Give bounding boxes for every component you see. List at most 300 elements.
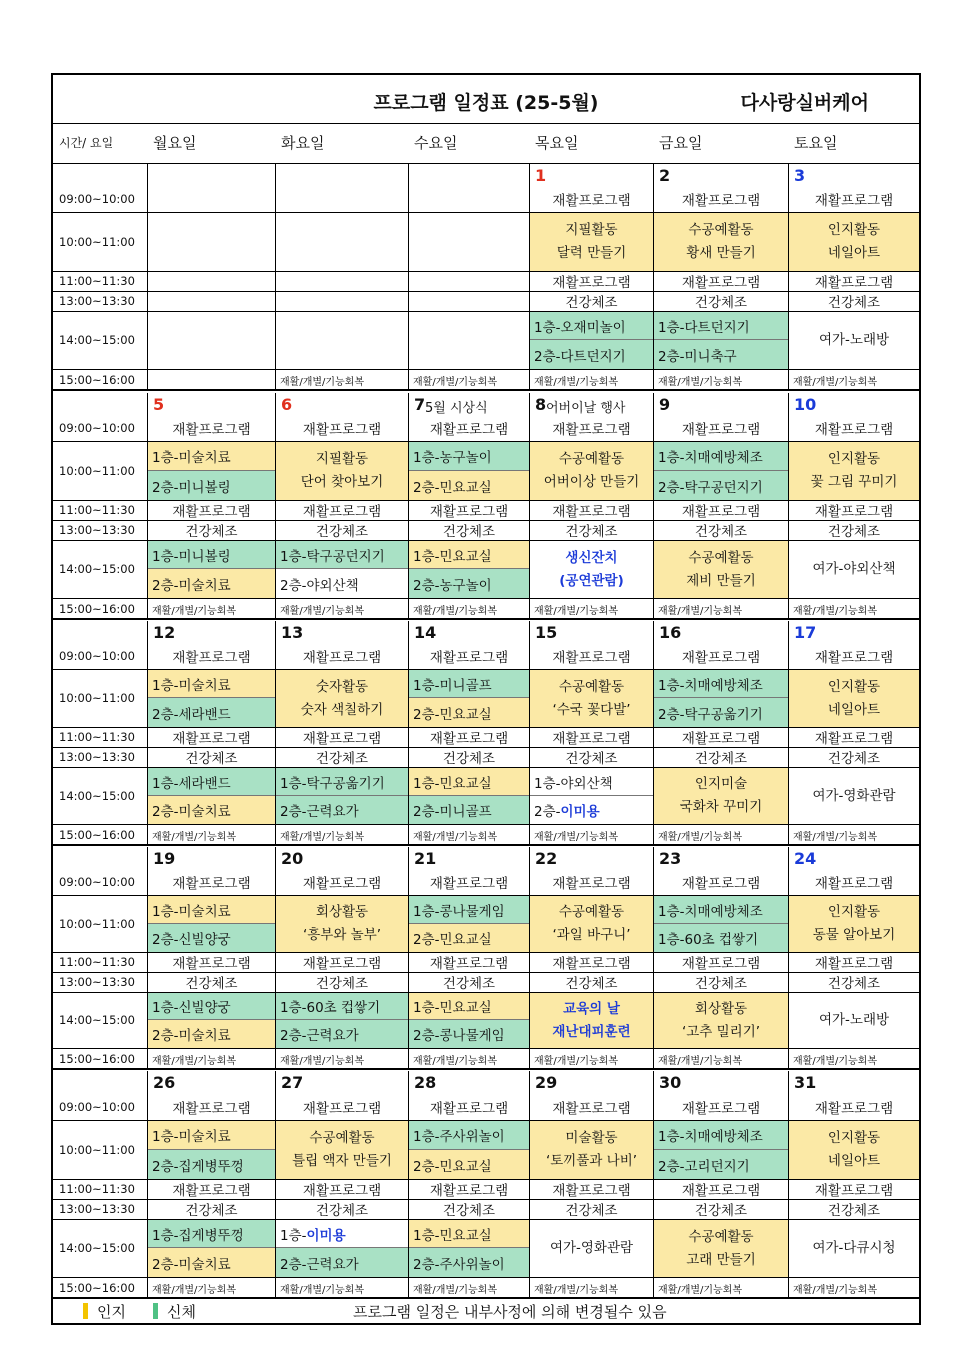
activity-label: ‘과일 바구니’	[552, 927, 631, 943]
functional-recovery: 재활/개별/기능회복	[534, 605, 619, 617]
activity-label: 1층-60초 컵쌓기	[658, 932, 759, 948]
day-number: 9	[659, 395, 671, 414]
rehab-program: 재활프로그램	[302, 876, 382, 892]
header-tuesday: 화요일	[281, 134, 325, 152]
activity-label: 2층-탁구공던지기	[658, 479, 763, 496]
time-label: 13:00~13:30	[59, 1202, 135, 1216]
activity-label: 2층-신빌양궁	[152, 932, 231, 948]
health-exercise: 건강체조	[185, 1203, 238, 1219]
header-saturday: 토요일	[794, 134, 838, 152]
activity-label: 1층-주사위놀이	[413, 1129, 505, 1145]
activity-label: 1층-치매예방체조	[658, 1129, 763, 1145]
activity-label: 수공예활동	[558, 904, 625, 921]
health-exercise: 건강체조	[827, 524, 881, 540]
health-exercise: 건강체조	[565, 524, 618, 540]
activity-slot	[530, 312, 653, 340]
physical-legend-swatch	[153, 1303, 158, 1319]
activity-slot	[148, 1248, 275, 1277]
rehab-program: 재활프로그램	[552, 956, 631, 972]
activity-label: 동물 알아보기	[812, 927, 896, 943]
rehab-program: 재활프로그램	[552, 1101, 631, 1117]
activity-slot	[409, 541, 529, 569]
rehab-program: 재활프로그램	[172, 1101, 251, 1117]
activity-label: 1층-다트던지기	[658, 319, 750, 336]
day-number: 10	[794, 395, 817, 414]
activity-slot	[530, 340, 653, 369]
activity-slot	[409, 1220, 529, 1248]
activity-label: 1층-신빌양궁	[152, 1000, 231, 1016]
activity-slot	[276, 796, 408, 824]
activity-label: 네일아트	[827, 701, 881, 718]
footer-note: 프로그램 일정은 내부사정에 의해 변경될수 있음	[353, 1303, 667, 1321]
activity-slot	[530, 541, 653, 598]
functional-recovery: 재활/개별/기능회복	[280, 1284, 365, 1296]
time-label: 09:00~10:00	[59, 649, 135, 663]
health-exercise: 건강체조	[185, 751, 238, 767]
day-number: 30	[659, 1073, 682, 1092]
activity-label: 인지활동	[827, 451, 881, 468]
activity-slot	[654, 213, 788, 271]
activity-label: ‘고추 밀리기’	[681, 1023, 761, 1040]
functional-recovery: 재활/개별/기능회복	[534, 1055, 619, 1067]
activity-slot	[409, 796, 529, 824]
activity-slot	[148, 924, 275, 952]
activity-label: (공연관람)	[559, 572, 624, 589]
activity-slot	[409, 896, 529, 924]
activity-label: 2층-미니볼링	[152, 479, 231, 496]
time-label: 11:00~11:30	[59, 1182, 135, 1196]
activity-slot	[409, 1248, 529, 1277]
time-label: 11:00~11:30	[59, 730, 135, 744]
rehab-program: 재활프로그램	[429, 956, 509, 972]
time-label: 10:00~11:00	[59, 1142, 135, 1157]
activity-label: 1층-민요교실	[413, 1000, 492, 1016]
day-number: 12	[153, 623, 176, 642]
activity-label: 인지미술	[694, 776, 748, 793]
activity-label: 2층-미니골프	[413, 804, 492, 820]
rehab-program: 재활프로그램	[681, 275, 761, 291]
day-number: 14	[414, 623, 437, 642]
time-label: 09:00~10:00	[59, 875, 135, 889]
rehab-program: 재활프로그램	[552, 1183, 631, 1199]
activity-label: 2층-다트던지기	[534, 348, 626, 365]
cognitive-legend-swatch	[83, 1303, 88, 1319]
day-event-note: 어버이날 행사	[546, 401, 626, 416]
time-label: 10:00~11:00	[59, 234, 135, 249]
week-block	[53, 393, 919, 620]
activity-label: 1층-미니볼링	[152, 548, 231, 565]
activity-label: 1층-미니골프	[413, 677, 492, 694]
functional-recovery: 재활/개별/기능회복	[280, 376, 365, 388]
activity-slot	[530, 768, 653, 796]
activity-label: ‘토끼풀과 나비’	[545, 1153, 638, 1169]
activity-label: 인지활동	[827, 1130, 881, 1147]
day-number: 7	[414, 395, 426, 414]
activity-slot	[530, 1220, 653, 1277]
weekday-header	[53, 124, 919, 164]
activity-slot	[789, 768, 919, 824]
health-exercise: 건강체조	[827, 1203, 881, 1219]
functional-recovery: 재활/개별/기능회복	[413, 1055, 498, 1067]
rehab-program: 재활프로그램	[429, 650, 509, 666]
activity-slot	[276, 1220, 408, 1248]
day-event-note: 5월 시상식	[425, 401, 488, 416]
activity-label: 1층-탁구공던지기	[280, 548, 385, 565]
activity-label: 1층-탁구공옮기기	[280, 775, 385, 792]
activity-slot	[654, 698, 788, 727]
time-label: 11:00~11:30	[59, 955, 135, 969]
rehab-program: 재활프로그램	[552, 193, 631, 209]
cognitive-legend-label: 인지	[97, 1303, 126, 1321]
rehab-program: 재활프로그램	[302, 1183, 382, 1199]
activity-slot	[276, 896, 408, 952]
day-number: 16	[659, 623, 682, 642]
activity-slot	[148, 569, 275, 598]
activity-slot	[789, 896, 919, 952]
activity-slot	[409, 442, 529, 471]
activity-slot	[654, 1220, 788, 1277]
rehab-program: 재활프로그램	[681, 1101, 761, 1117]
rehab-program: 재활프로그램	[302, 1101, 382, 1117]
activity-label: 2층-야외산책	[280, 577, 359, 594]
rehab-program: 재활프로그램	[814, 504, 894, 520]
activity-slot	[148, 768, 275, 796]
time-label: 10:00~11:00	[59, 691, 135, 705]
time-label: 15:00~16:00	[59, 1281, 135, 1295]
day-number: 15	[535, 623, 558, 642]
rehab-program: 재활프로그램	[429, 422, 509, 438]
activity-slot	[789, 993, 919, 1048]
day-number: 31	[794, 1073, 817, 1092]
time-label: 10:00~11:00	[59, 463, 135, 478]
activity-label: 1층-민요교실	[413, 548, 492, 565]
activity-slot	[148, 1220, 275, 1248]
day-number: 29	[535, 1073, 558, 1092]
activity-slot	[148, 896, 275, 924]
activity-label: 달력 만들기	[556, 245, 627, 261]
activity-slot	[530, 896, 653, 952]
time-label: 11:00~11:30	[59, 274, 135, 288]
activity-label: 교육의 날	[563, 1000, 620, 1017]
activity-slot	[409, 924, 529, 952]
activity-slot	[276, 993, 408, 1020]
activity-label: 2층-세라밴드	[152, 706, 231, 723]
activity-label: 인지활동	[827, 678, 881, 695]
activity-label: 1층-세라밴드	[152, 775, 231, 792]
activity-slot	[148, 471, 275, 500]
activity-label: 2층-미술치료	[152, 577, 231, 594]
activity-label: 수공예활동	[309, 1130, 375, 1147]
activity-slot	[148, 541, 275, 569]
activity-label: 2층-민요교실	[413, 1158, 492, 1175]
health-exercise: 건강체조	[694, 976, 748, 992]
activity-slot	[148, 1020, 275, 1048]
rehab-program: 재활프로그램	[172, 650, 251, 666]
activity-label: 생신잔치	[565, 549, 618, 566]
activity-slot	[789, 312, 919, 369]
activity-label: 1층-치매예방체조	[658, 677, 763, 694]
activity-slot	[276, 1020, 408, 1048]
activity-label: 1층-민요교실	[413, 1227, 492, 1244]
schedule-sheet	[51, 73, 921, 1325]
functional-recovery: 재활/개별/기능회복	[280, 831, 365, 843]
activity-label: 회상활동	[694, 1000, 748, 1017]
week-block	[53, 1071, 919, 1299]
activity-slot	[789, 1121, 919, 1179]
activity-label: 2층-근력요가	[280, 1256, 359, 1273]
rehab-program: 재활프로그램	[172, 1183, 251, 1199]
activity-label: 인지활동	[827, 222, 881, 239]
health-exercise: 건강체조	[694, 295, 748, 311]
activity-label: 1층-미술치료	[152, 450, 231, 466]
activity-slot	[654, 541, 788, 598]
column-divider	[408, 164, 409, 389]
time-label: 13:00~13:30	[59, 750, 135, 764]
activity-label: 1층-	[280, 1227, 307, 1244]
functional-recovery: 재활/개별/기능회복	[534, 1284, 619, 1296]
activity-slot	[409, 1150, 529, 1179]
health-exercise: 건강체조	[315, 524, 369, 540]
activity-slot	[276, 541, 408, 569]
activity-slot	[276, 442, 408, 500]
health-exercise: 건강체조	[827, 751, 881, 767]
rehab-program: 재활프로그램	[429, 504, 509, 520]
activity-label: 2층-콩나물게임	[413, 1028, 505, 1044]
day-number: 3	[794, 166, 806, 185]
activity-label: 2층-민요교실	[413, 932, 492, 948]
activity-slot	[409, 471, 529, 500]
header-time: 시간/ 요일	[59, 136, 114, 150]
activity-label: 2층-	[534, 804, 561, 820]
activity-slot	[530, 796, 653, 824]
activity-slot	[530, 670, 653, 727]
activity-label: 제비 만들기	[686, 572, 756, 589]
health-exercise: 건강체조	[694, 751, 748, 767]
time-label: 09:00~10:00	[59, 421, 135, 435]
day-number: 27	[281, 1073, 304, 1092]
activity-label: 1층-오재미놀이	[534, 319, 626, 336]
time-label: 15:00~16:00	[59, 602, 135, 616]
rehab-program: 재활프로그램	[552, 275, 631, 291]
activity-label: 수공예활동	[688, 549, 754, 566]
time-label: 14:00~15:00	[59, 1013, 135, 1027]
footer	[53, 1299, 919, 1323]
rehab-program: 재활프로그램	[172, 504, 251, 520]
rehab-program: 재활프로그램	[429, 876, 509, 892]
rehab-program: 재활프로그램	[681, 956, 761, 972]
activity-label: 1층-민요교실	[413, 775, 492, 792]
activity-label: 2층-미술치료	[152, 804, 231, 820]
activity-slot	[654, 1150, 788, 1179]
activity-slot	[789, 541, 919, 598]
functional-recovery: 재활/개별/기능회복	[534, 831, 619, 843]
rehab-program: 재활프로그램	[681, 876, 761, 892]
functional-recovery: 재활/개별/기능회복	[658, 831, 743, 843]
day-number: 23	[659, 849, 682, 868]
activity-label: 1층-미술치료	[152, 903, 231, 920]
rehab-program: 재활프로그램	[302, 956, 382, 972]
activity-label: 수공예활동	[558, 678, 625, 695]
day-number: 2	[659, 166, 671, 185]
functional-recovery: 재활/개별/기능회복	[658, 1055, 743, 1067]
activity-label: 1층-치매예방체조	[658, 450, 763, 466]
week-block	[53, 164, 919, 391]
day-number: 1	[535, 166, 547, 185]
time-label: 09:00~10:00	[59, 1100, 135, 1114]
time-label: 13:00~13:30	[59, 523, 135, 537]
activity-label: 여가-영화관람	[549, 1240, 634, 1257]
time-label: 15:00~16:00	[59, 1052, 135, 1066]
day-number: 8	[535, 395, 547, 414]
time-label: 10:00~11:00	[59, 916, 135, 931]
activity-label: 2층-미술치료	[152, 1028, 231, 1044]
activity-slot	[148, 670, 275, 698]
day-number: 26	[153, 1073, 176, 1092]
activity-label: 2층-집게병뚜껑	[152, 1158, 244, 1175]
rehab-program: 재활프로그램	[172, 731, 251, 747]
activity-label: 네일아트	[827, 245, 881, 261]
rehab-program: 재활프로그램	[681, 504, 761, 520]
health-exercise: 건강체조	[442, 751, 496, 767]
rehab-program: 재활프로그램	[814, 956, 894, 972]
functional-recovery: 재활/개별/기능회복	[534, 376, 619, 388]
health-exercise: 건강체조	[827, 976, 881, 992]
activity-label: 2층-민요교실	[413, 479, 492, 496]
time-label: 14:00~15:00	[59, 788, 135, 803]
activity-slot	[276, 670, 408, 727]
rehab-program: 재활프로그램	[302, 731, 382, 747]
activity-label: 재난대피훈련	[552, 1023, 631, 1040]
activity-slot	[148, 1121, 275, 1150]
day-number: 20	[281, 849, 304, 868]
rehab-program: 재활프로그램	[302, 504, 382, 520]
column-divider	[147, 164, 148, 389]
rehab-program: 재활프로그램	[814, 731, 894, 747]
activity-label: 수공예활동	[558, 451, 625, 468]
activity-label: 틀립 액자 만들기	[292, 1153, 392, 1169]
activity-label: 2층-근력요가	[280, 804, 359, 820]
activity-slot	[148, 993, 275, 1020]
day-number: 17	[794, 623, 817, 642]
time-label: 13:00~13:30	[59, 294, 135, 308]
activity-slot	[409, 569, 529, 598]
health-exercise: 건강체조	[694, 1203, 748, 1219]
rehab-program: 재활프로그램	[172, 956, 251, 972]
time-label: 15:00~16:00	[59, 373, 135, 387]
activity-slot	[148, 796, 275, 824]
week-block	[53, 847, 919, 1070]
activity-label: 1층-미술치료	[152, 1129, 231, 1145]
functional-recovery: 재활/개별/기능회복	[413, 376, 498, 388]
activity-slot	[148, 442, 275, 471]
rehab-program: 재활프로그램	[681, 193, 761, 209]
activity-label: 1층-60초 컵쌓기	[280, 1000, 381, 1016]
activity-label: 2층-미술치료	[152, 1256, 231, 1273]
header-monday: 월요일	[153, 134, 197, 152]
organization-name: 다사랑실버케어	[740, 92, 869, 114]
health-exercise: 건강체조	[565, 976, 618, 992]
health-exercise: 건강체조	[185, 976, 238, 992]
health-exercise: 건강체조	[565, 751, 618, 767]
activity-slot	[654, 442, 788, 471]
activity-label: 여가-다큐시청	[812, 1240, 896, 1257]
activity-slot	[654, 924, 788, 952]
header-thursday: 목요일	[535, 134, 579, 152]
activity-slot	[409, 670, 529, 698]
day-number: 28	[414, 1073, 437, 1092]
functional-recovery: 재활/개별/기능회복	[413, 1284, 498, 1296]
column-divider	[275, 164, 276, 389]
rehab-program: 재활프로그램	[552, 422, 631, 438]
functional-recovery: 재활/개별/기능회복	[793, 1284, 878, 1296]
health-exercise: 건강체조	[315, 751, 369, 767]
functional-recovery: 재활/개별/기능회복	[413, 605, 498, 617]
activity-slot	[409, 993, 529, 1020]
time-label: 15:00~16:00	[59, 828, 135, 842]
activity-label: 회상활동	[315, 904, 369, 921]
activity-label: 국화차 꾸미기	[679, 799, 763, 815]
activity-slot	[409, 1020, 529, 1048]
rehab-program: 재활프로그램	[429, 1101, 509, 1117]
activity-label: 황새 만들기	[686, 245, 756, 261]
activity-label: 2층-농구놀이	[413, 577, 492, 594]
day-number: 5	[153, 395, 165, 414]
day-number: 19	[153, 849, 176, 868]
time-label: 13:00~13:30	[59, 975, 135, 989]
activity-label: 지필활동	[565, 222, 618, 239]
activity-label: 어버이상 만들기	[543, 474, 640, 490]
functional-recovery: 재활/개별/기능회복	[793, 376, 878, 388]
activity-highlight: 이미용	[560, 804, 600, 820]
activity-slot	[276, 569, 408, 598]
header-friday: 금요일	[659, 134, 703, 152]
time-label: 14:00~15:00	[59, 562, 135, 576]
activity-slot	[654, 340, 788, 369]
rehab-program: 재활프로그램	[552, 731, 631, 747]
header-wednesday: 수요일	[414, 134, 458, 152]
rehab-program: 재활프로그램	[429, 731, 509, 747]
time-label: 14:00~15:00	[59, 1241, 135, 1255]
activity-label: 여가-영화관람	[812, 787, 896, 804]
rehab-program: 재활프로그램	[814, 193, 894, 209]
activity-highlight: 이미용	[306, 1227, 346, 1244]
activity-label: ‘수국 꽃다발’	[552, 701, 631, 718]
day-number: 24	[794, 849, 817, 868]
time-label: 11:00~11:30	[59, 503, 135, 517]
activity-slot	[276, 1248, 408, 1277]
day-number: 6	[281, 395, 293, 414]
rehab-program: 재활프로그램	[681, 1183, 761, 1199]
time-label: 09:00~10:00	[59, 192, 135, 206]
activity-slot	[148, 1150, 275, 1179]
activity-label: 2층-주사위놀이	[413, 1256, 505, 1273]
health-exercise: 건강체조	[565, 1203, 618, 1219]
activity-slot	[654, 993, 788, 1048]
activity-label: 2층-민요교실	[413, 706, 492, 723]
rehab-program: 재활프로그램	[552, 876, 631, 892]
activity-slot	[276, 768, 408, 796]
activity-slot	[789, 670, 919, 727]
rehab-program: 재활프로그램	[814, 1101, 894, 1117]
rehab-program: 재활프로그램	[172, 876, 251, 892]
activity-label: 고래 만들기	[686, 1251, 756, 1268]
rehab-program: 재활프로그램	[814, 275, 894, 291]
activity-slot	[654, 471, 788, 500]
rehab-program: 재활프로그램	[681, 650, 761, 666]
health-exercise: 건강체조	[442, 976, 496, 992]
activity-slot	[789, 1220, 919, 1277]
functional-recovery: 재활/개별/기능회복	[280, 1055, 365, 1067]
